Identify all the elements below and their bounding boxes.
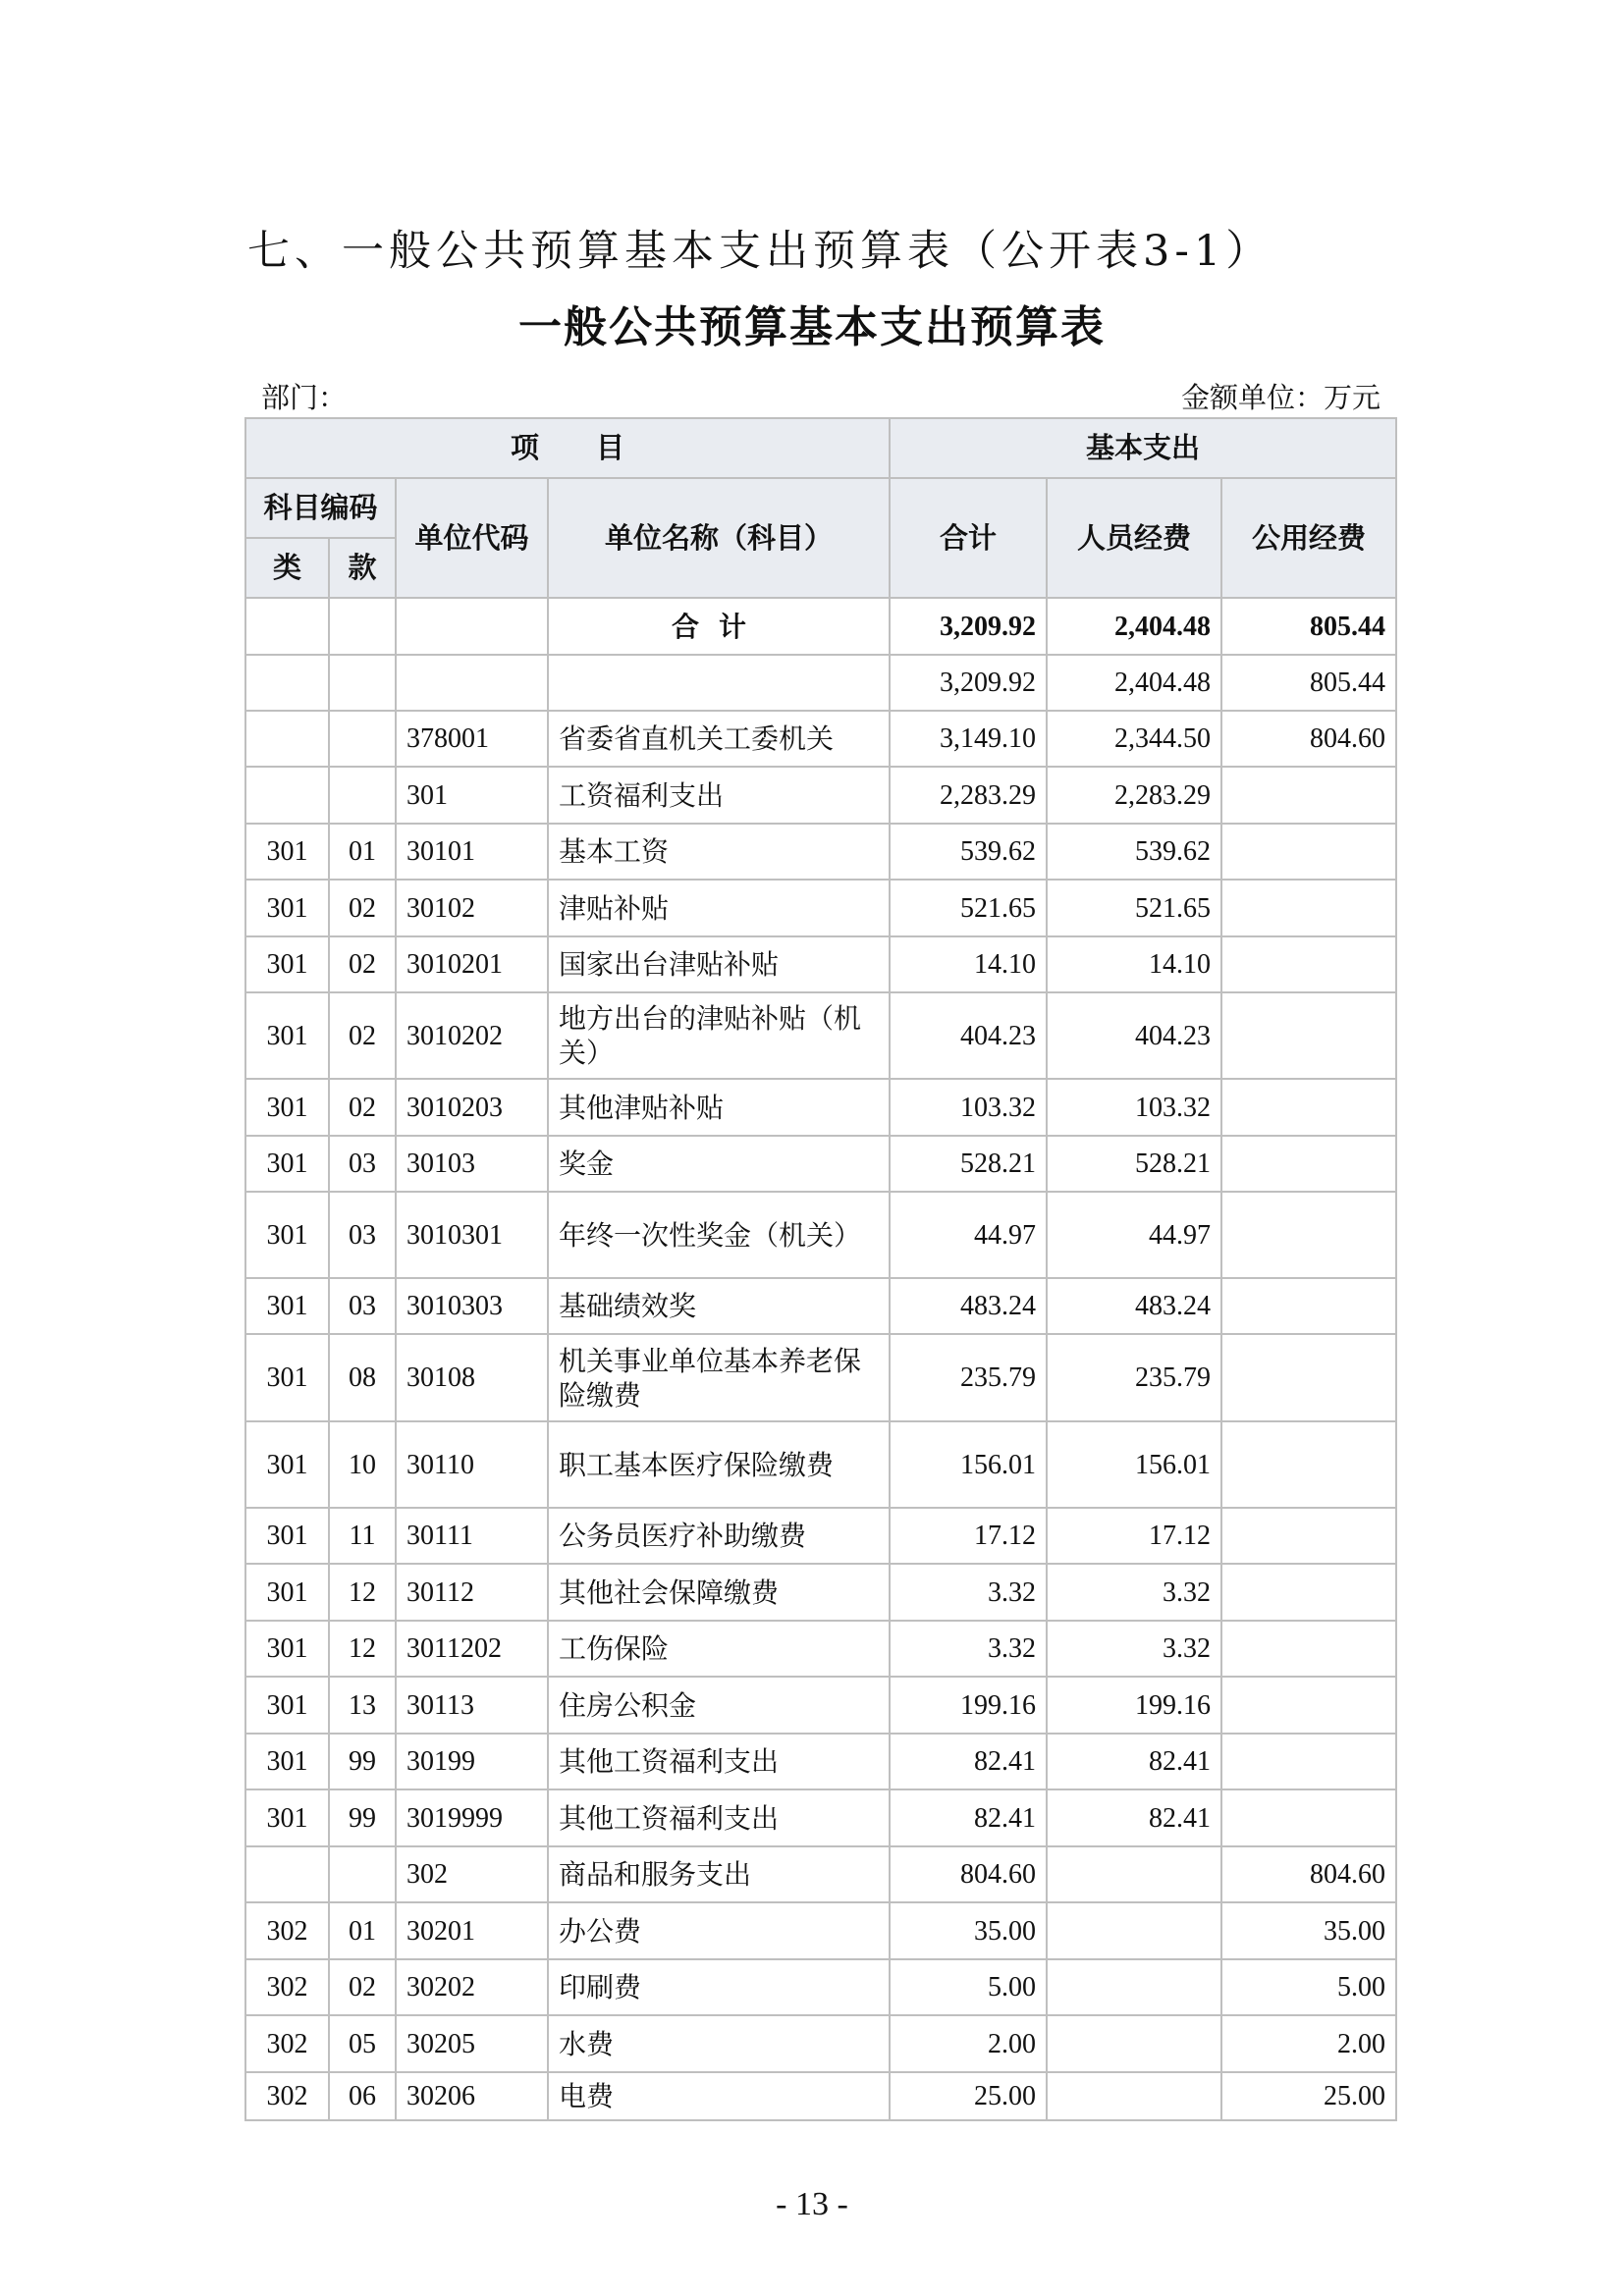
department-label: 部门： (261, 381, 348, 414)
cell-unit-name: 机关事业单位基本养老保险缴费 (548, 1334, 890, 1421)
cell-total: 14.10 (890, 936, 1047, 992)
table-row (245, 655, 1396, 711)
cell-public (1221, 1789, 1396, 1846)
cell-lei: 302 (245, 2072, 329, 2120)
cell-personnel: 199.16 (1047, 1677, 1221, 1734)
cell-personnel: 82.41 (1047, 1789, 1221, 1846)
header-kuan: 款 (329, 538, 396, 598)
cell-personnel: 3.32 (1047, 1621, 1221, 1677)
cell-lei: 301 (245, 880, 329, 936)
cell-personnel: 404.23 (1047, 992, 1221, 1079)
cell-unit-name: 基础绩效奖 (548, 1278, 890, 1334)
cell-lei (245, 711, 329, 767)
cell-unit-name: 地方出台的津贴补贴（机关） (548, 992, 890, 1079)
cell-public: 804.60 (1221, 1846, 1396, 1902)
cell-lei: 301 (245, 1136, 329, 1192)
cell-public: 2.00 (1221, 2015, 1396, 2072)
cell-unit-code: 30201 (396, 1902, 548, 1959)
cell-personnel: 44.97 (1047, 1192, 1221, 1278)
header-unit-code: 单位代码 (396, 478, 548, 598)
cell-kuan: 11 (329, 1508, 396, 1564)
cell-lei: 301 (245, 1278, 329, 1334)
cell-lei: 302 (245, 2015, 329, 2072)
cell-unit-name: 其他工资福利支出 (548, 1789, 890, 1846)
cell-lei: 301 (245, 1621, 329, 1677)
cell-total: 199.16 (890, 1677, 1047, 1734)
cell-unit-code: 301 (396, 767, 548, 824)
cell-public (1221, 824, 1396, 880)
cell-public (1221, 1334, 1396, 1421)
cell-personnel: 17.12 (1047, 1508, 1221, 1564)
table-row (245, 1734, 1396, 1789)
cell-unit-code: 30199 (396, 1734, 548, 1789)
table-row (245, 2015, 1396, 2072)
cell-unit-name: 职工基本医疗保险缴费 (548, 1421, 890, 1508)
cell-personnel (1047, 1902, 1221, 1959)
cell-unit-code: 30110 (396, 1421, 548, 1508)
cell-unit-name: 省委省直机关工委机关 (548, 711, 890, 767)
cell-unit-name: 年终一次性奖金（机关） (548, 1192, 890, 1278)
cell-lei: 301 (245, 992, 329, 1079)
cell-public (1221, 1621, 1396, 1677)
cell-unit-name: 电费 (548, 2072, 890, 2120)
cell-kuan: 99 (329, 1789, 396, 1846)
cell-total: 2,283.29 (890, 767, 1047, 824)
cell-kuan: 02 (329, 1959, 396, 2015)
table-row (245, 1959, 1396, 2015)
cell-lei: 301 (245, 1734, 329, 1789)
cell-unit-code: 3010203 (396, 1079, 548, 1136)
cell-lei: 301 (245, 1564, 329, 1621)
cell-personnel: 2,283.29 (1047, 767, 1221, 824)
cell-lei: 301 (245, 824, 329, 880)
table-title: 一般公共预算基本支出预算表 (518, 302, 1106, 352)
cell-personnel (1047, 1959, 1221, 2015)
page-number: - 13 - (776, 2186, 848, 2222)
header-lei: 类 (245, 538, 329, 598)
cell-public: 25.00 (1221, 2072, 1396, 2120)
cell-public (1221, 1564, 1396, 1621)
table-row (245, 1846, 1396, 1902)
table-row (245, 824, 1396, 880)
table-row (245, 1677, 1396, 1734)
cell-total: 44.97 (890, 1192, 1047, 1278)
cell-kuan: 12 (329, 1564, 396, 1621)
table-row (245, 1621, 1396, 1677)
cell-kuan: 02 (329, 880, 396, 936)
cell-total: 3.32 (890, 1564, 1047, 1621)
cell-unit-name: 住房公积金 (548, 1677, 890, 1734)
cell-unit-name: 工伤保险 (548, 1621, 890, 1677)
cell-unit-name: 商品和服务支出 (548, 1846, 890, 1902)
cell-unit-code: 30103 (396, 1136, 548, 1192)
cell-personnel: 3.32 (1047, 1564, 1221, 1621)
cell-public (1221, 1677, 1396, 1734)
cell-public (1221, 1192, 1396, 1278)
header-public: 公用经费 (1221, 478, 1396, 598)
cell-unit-code: 302 (396, 1846, 548, 1902)
cell-public: 5.00 (1221, 1959, 1396, 2015)
cell-kuan: 12 (329, 1621, 396, 1677)
cell-personnel: 2,344.50 (1047, 711, 1221, 767)
cell-unit-name: 其他社会保障缴费 (548, 1564, 890, 1621)
cell-personnel: 235.79 (1047, 1334, 1221, 1421)
table-row (245, 992, 1396, 1079)
cell-kuan (329, 655, 396, 711)
header-subject-code: 科目编码 (245, 478, 396, 538)
cell-total: 2.00 (890, 2015, 1047, 2072)
cell-public (1221, 1508, 1396, 1564)
cell-public (1221, 767, 1396, 824)
cell-kuan: 13 (329, 1677, 396, 1734)
cell-unit-name (548, 655, 890, 711)
cell-unit-code: 3010201 (396, 936, 548, 992)
cell-unit-code: 30102 (396, 880, 548, 936)
cell-kuan: 02 (329, 1079, 396, 1136)
cell-kuan: 03 (329, 1136, 396, 1192)
cell-total: 5.00 (890, 1959, 1047, 2015)
total-personnel: 2,404.48 (1047, 598, 1221, 655)
table-row (245, 1079, 1396, 1136)
header-personnel: 人员经费 (1047, 478, 1221, 598)
cell-unit-code: 3011202 (396, 1621, 548, 1677)
cell-unit-code: 30112 (396, 1564, 548, 1621)
header-unit-name: 单位名称（科目） (548, 478, 890, 598)
cell-personnel: 156.01 (1047, 1421, 1221, 1508)
budget-table (244, 417, 1397, 2121)
cell-lei: 301 (245, 1508, 329, 1564)
cell-public (1221, 880, 1396, 936)
cell-public (1221, 936, 1396, 992)
cell-unit-code: 3010301 (396, 1192, 548, 1278)
table-row (245, 1564, 1396, 1621)
total-public: 805.44 (1221, 598, 1396, 655)
cell-unit-code (396, 655, 548, 711)
cell-total: 17.12 (890, 1508, 1047, 1564)
cell-total: 82.41 (890, 1734, 1047, 1789)
cell-total: 483.24 (890, 1278, 1047, 1334)
cell-unit-name: 奖金 (548, 1136, 890, 1192)
cell-kuan: 10 (329, 1421, 396, 1508)
cell-total: 804.60 (890, 1846, 1047, 1902)
cell-kuan: 06 (329, 2072, 396, 2120)
cell-lei (245, 1846, 329, 1902)
cell-lei: 301 (245, 1079, 329, 1136)
table-row (245, 1789, 1396, 1846)
cell-total: 521.65 (890, 880, 1047, 936)
cell-public (1221, 1079, 1396, 1136)
table-row (245, 1136, 1396, 1192)
cell-unit-code: 30101 (396, 824, 548, 880)
cell-total: 35.00 (890, 1902, 1047, 1959)
table-row (245, 1902, 1396, 1959)
cell-unit-code: 378001 (396, 711, 548, 767)
cell-lei (245, 655, 329, 711)
cell-unit-name: 印刷费 (548, 1959, 890, 2015)
cell-public (1221, 1278, 1396, 1334)
cell-personnel: 521.65 (1047, 880, 1221, 936)
cell-public: 805.44 (1221, 655, 1396, 711)
cell-unit-name: 津贴补贴 (548, 880, 890, 936)
cell-total: 404.23 (890, 992, 1047, 1079)
cell-personnel: 2,404.48 (1047, 655, 1221, 711)
cell-lei: 301 (245, 1421, 329, 1508)
cell-total: 539.62 (890, 824, 1047, 880)
cell-kuan: 05 (329, 2015, 396, 2072)
cell-total: 3.32 (890, 1621, 1047, 1677)
section-heading: 七、一般公共预算基本支出预算表（公开表3-1） (247, 227, 1273, 276)
cell-unit-code: 30113 (396, 1677, 548, 1734)
cell-public: 35.00 (1221, 1902, 1396, 1959)
table-row (245, 1192, 1396, 1278)
cell-unit-code: 3010202 (396, 992, 548, 1079)
cell-total: 528.21 (890, 1136, 1047, 1192)
cell-unit-code: 30206 (396, 2072, 548, 2120)
cell-personnel: 82.41 (1047, 1734, 1221, 1789)
cell-kuan: 03 (329, 1192, 396, 1278)
total-amount: 3,209.92 (890, 598, 1047, 655)
cell-unit-code: 3019999 (396, 1789, 548, 1846)
cell-kuan: 01 (329, 1902, 396, 1959)
cell-unit-name: 工资福利支出 (548, 767, 890, 824)
cell-lei: 302 (245, 1959, 329, 2015)
cell-personnel: 539.62 (1047, 824, 1221, 880)
header-project: 项 目 (245, 418, 890, 478)
cell-lei: 301 (245, 1334, 329, 1421)
cell-lei: 302 (245, 1902, 329, 1959)
total-label: 合计 (548, 598, 890, 655)
cell-total: 3,149.10 (890, 711, 1047, 767)
cell-total: 156.01 (890, 1421, 1047, 1508)
cell-unit-code: 30108 (396, 1334, 548, 1421)
cell-lei: 301 (245, 936, 329, 992)
table-row (245, 1508, 1396, 1564)
cell-kuan: 03 (329, 1278, 396, 1334)
cell-unit-code: 3010303 (396, 1278, 548, 1334)
cell-lei (245, 767, 329, 824)
cell-total: 82.41 (890, 1789, 1047, 1846)
cell-personnel: 483.24 (1047, 1278, 1221, 1334)
table-row (245, 936, 1396, 992)
header-basic-expense: 基本支出 (890, 418, 1396, 478)
cell-kuan (329, 1846, 396, 1902)
cell-kuan (329, 711, 396, 767)
cell-total: 3,209.92 (890, 655, 1047, 711)
cell-total: 235.79 (890, 1334, 1047, 1421)
cell-total: 103.32 (890, 1079, 1047, 1136)
cell-personnel (1047, 2015, 1221, 2072)
cell-unit-name: 办公费 (548, 1902, 890, 1959)
cell-kuan: 08 (329, 1334, 396, 1421)
cell-unit-name: 基本工资 (548, 824, 890, 880)
cell-lei: 301 (245, 1192, 329, 1278)
cell-public (1221, 1421, 1396, 1508)
cell-unit-name: 水费 (548, 2015, 890, 2072)
cell-unit-name: 其他工资福利支出 (548, 1734, 890, 1789)
cell-public: 804.60 (1221, 711, 1396, 767)
cell-lei: 301 (245, 1677, 329, 1734)
cell-unit-name: 国家出台津贴补贴 (548, 936, 890, 992)
cell-personnel: 14.10 (1047, 936, 1221, 992)
cell-public (1221, 992, 1396, 1079)
header-total: 合计 (890, 478, 1047, 598)
cell-unit-code: 30205 (396, 2015, 548, 2072)
cell-personnel: 103.32 (1047, 1079, 1221, 1136)
cell-kuan: 02 (329, 992, 396, 1079)
cell-public (1221, 1734, 1396, 1789)
cell-kuan: 99 (329, 1734, 396, 1789)
amount-unit-label: 金额单位：万元 (1180, 381, 1380, 414)
table-row (245, 1421, 1396, 1508)
cell-total: 25.00 (890, 2072, 1047, 2120)
cell-lei: 301 (245, 1789, 329, 1846)
cell-unit-code: 30111 (396, 1508, 548, 1564)
cell-personnel (1047, 1846, 1221, 1902)
cell-personnel: 528.21 (1047, 1136, 1221, 1192)
cell-kuan: 02 (329, 936, 396, 992)
cell-unit-code: 30202 (396, 1959, 548, 2015)
table-row (245, 711, 1396, 767)
table-row (245, 2072, 1396, 2120)
total-row (245, 598, 1396, 655)
table-row (245, 880, 1396, 936)
cell-unit-name: 公务员医疗补助缴费 (548, 1508, 890, 1564)
table-row (245, 1278, 1396, 1334)
table-row (245, 767, 1396, 824)
cell-kuan (329, 767, 396, 824)
cell-kuan: 01 (329, 824, 396, 880)
cell-personnel (1047, 2072, 1221, 2120)
table-row (245, 1334, 1396, 1421)
cell-unit-name: 其他津贴补贴 (548, 1079, 890, 1136)
cell-public (1221, 1136, 1396, 1192)
